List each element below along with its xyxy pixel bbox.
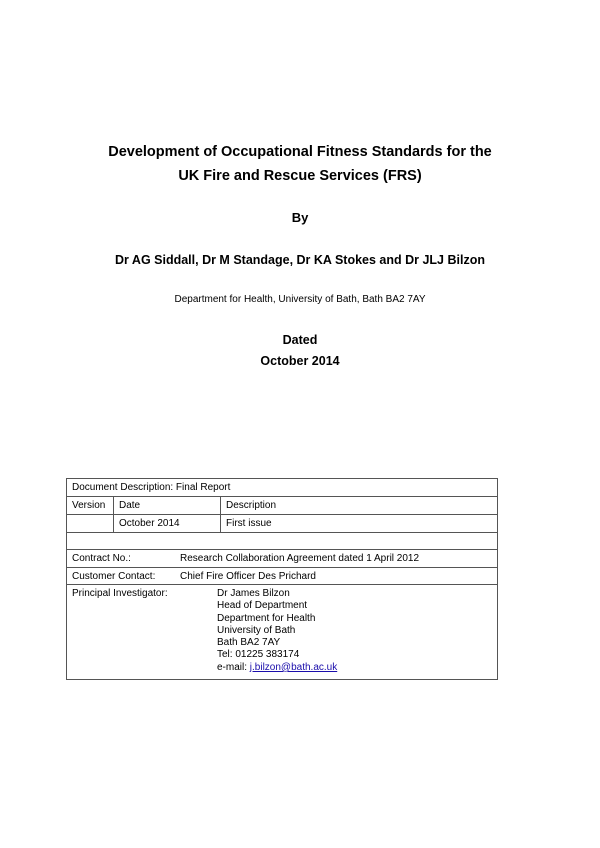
contract-row [67, 550, 497, 568]
contract-value: Research Collaboration Agreement dated 1 April 2012 [180, 553, 420, 564]
description-value-cell [220, 515, 497, 532]
description-header: Description [226, 500, 277, 511]
date-value: October 2014 [119, 518, 180, 529]
doc-description: Document Description: Final Report [72, 482, 231, 493]
dated-label: Dated [282, 333, 318, 347]
description-header-cell [220, 497, 497, 514]
pi-postcode: Bath BA2 7AY [217, 637, 281, 649]
pi-details [217, 588, 337, 674]
spacer-row [67, 533, 497, 550]
pi-role: Head of Department [217, 600, 308, 612]
pi-university: University of Bath [217, 624, 296, 636]
department-address: Department for Health, University of Bath, Bath BA2 7AY [174, 294, 426, 305]
pi-email-line [217, 662, 337, 674]
pi-email-label: e-mail: [217, 661, 250, 673]
version-value-row [67, 515, 497, 533]
customer-value: Chief Fire Officer Des Prichard [180, 571, 316, 582]
version-header: Version [72, 500, 106, 511]
doc-description-row [67, 479, 497, 497]
customer-label: Customer Contact: [72, 571, 156, 582]
pi-telephone: Tel: 01225 383174 [217, 649, 300, 661]
by-label: By [291, 210, 309, 225]
principal-investigator-row [67, 585, 497, 679]
document-control-table [66, 478, 498, 680]
pi-email-link[interactable]: j.bilzon@bath.ac.uk [249, 661, 338, 673]
dated-value: October 2014 [260, 354, 340, 368]
authors: Dr AG Siddall, Dr M Standage, Dr KA Stokes and Dr JLJ Bilzon [115, 253, 485, 267]
description-value: First issue [226, 518, 272, 529]
contract-label: Contract No.: [72, 553, 131, 564]
title-line-2: UK Fire and Rescue Services (FRS) [178, 168, 422, 184]
version-value-cell [67, 515, 113, 532]
customer-row [67, 568, 497, 585]
pi-name: Dr James Bilzon [217, 588, 290, 599]
version-header-row [67, 497, 497, 515]
version-header-cell [67, 497, 113, 514]
title-line-1: Development of Occupational Fitness Standards for the [108, 144, 492, 160]
date-value-cell [113, 515, 220, 532]
date-header-cell [113, 497, 220, 514]
date-header: Date [119, 500, 141, 511]
pi-label: Principal Investigator: [72, 588, 168, 599]
pi-department: Department for Health [217, 612, 316, 624]
document-title [0, 140, 600, 188]
